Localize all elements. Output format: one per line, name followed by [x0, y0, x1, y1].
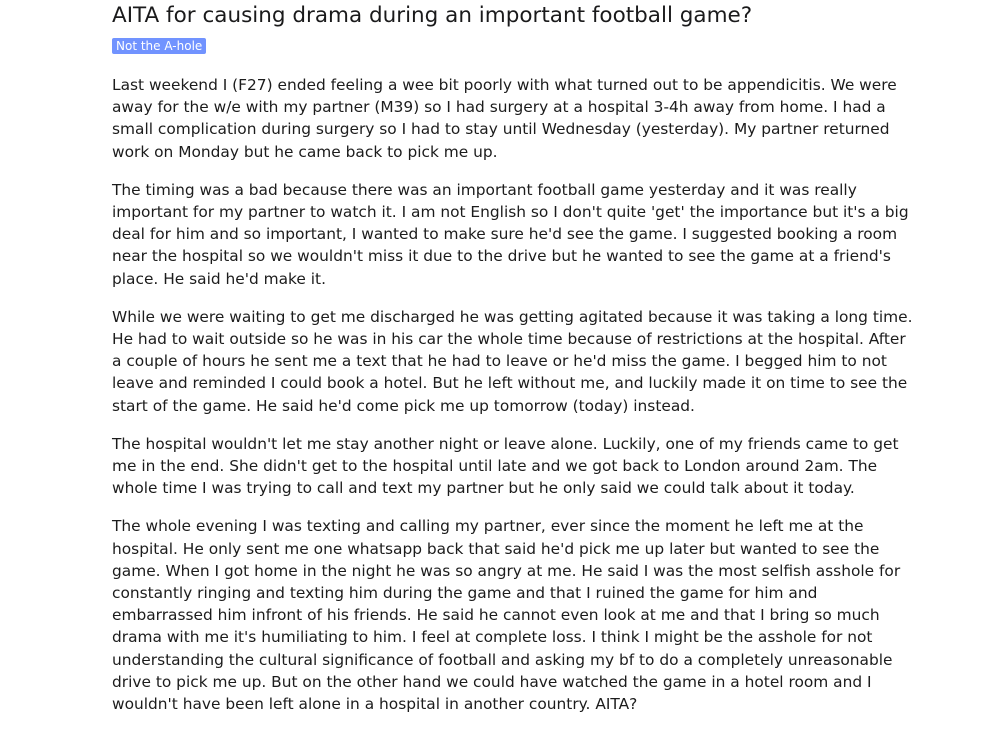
paragraph-line: leave and reminded I could book a hotel. But he left without me, and luckily made it on time to see the [112, 374, 908, 393]
paragraph-line: important for my partner to watch it. I am not English so I don't quite 'get' the importance but it's a big [112, 203, 909, 222]
paragraph-line: embarrassed him infront of his friends. He said he cannot even look at me and that I bring so much [112, 606, 880, 625]
paragraph-line: Last weekend I (F27) ended feeling a wee bit poorly with what turned out to be appendicitis. We were [112, 76, 897, 94]
paragraph-line: deal for him and so important, I wanted to make sure he'd see the game. I suggested booking a room [112, 225, 898, 244]
post-container [112, 0, 912, 731]
paragraph-line: drive to pick me up. But on the other hand we could have watched the game in a hotel room and I [112, 672, 872, 691]
post-flair-badge[interactable]: Not the A-hole [112, 38, 206, 54]
paragraph-line: place. He said he'd make it. [112, 269, 326, 288]
paragraph-line: near the hospital so we wouldn't miss it due to the drive but he wanted to see the game at a friend's [112, 247, 891, 266]
paragraph-line: me in the end. She didn't get to the hospital until late and we got back to London around 2am. The [112, 457, 878, 476]
post-paragraph [112, 179, 912, 290]
paragraph-line: understanding the cultural significance of football and asking my bf to do a completely unreasonable [112, 650, 893, 669]
post-title[interactable]: AITA for causing drama during an important football game? [112, 3, 753, 28]
paragraph-line: away for the w/e with my partner (M39) so I had surgery at a hospital 3-4h away from home. I had a [112, 98, 886, 117]
paragraph-line: While we were waiting to get me discharged he was getting agitated because it was taking a long time. [112, 307, 913, 326]
paragraph-line: drama with me it's humiliating to him. I feel at complete loss. I think I might be the asshole for not [112, 628, 873, 647]
paragraph-line: small complication during surgery so I had to stay until Wednesday (yesterday). My partner returned [112, 120, 890, 139]
post-paragraph [112, 74, 912, 163]
paragraph-line: constantly ringing and texting him during the game and that I ruined the game for him and [112, 584, 818, 603]
paragraph-line: wouldn't have been left alone in a hospital in another country. AITA? [112, 695, 638, 714]
post-paragraph [112, 433, 912, 500]
paragraph-line: The whole evening I was texting and calling my partner, ever since the moment he left me at the [112, 517, 864, 536]
post-paragraph [112, 306, 912, 417]
paragraph-line: whole time I was trying to call and text my partner but he only said we could talk about it today. [112, 479, 855, 498]
post-paragraph [112, 515, 912, 715]
paragraph-line: work on Monday but he came back to pick me up. [112, 142, 498, 161]
paragraph-line: The hospital wouldn't let me stay another night or leave alone. Luckily, one of my friends came to get [112, 434, 899, 453]
paragraph-line: The timing was a bad because there was an important football game yesterday and it was really [112, 180, 857, 199]
post-body [112, 74, 912, 715]
paragraph-line: game. When I got home in the night he was so angry at me. He said I was the most selfish asshole for [112, 561, 901, 580]
paragraph-line: hospital. He only sent me one whatsapp back that said he'd pick me up later but wanted to see the [112, 539, 880, 558]
paragraph-line: He had to wait outside so he was in his car the whole time because of restrictions at the hospital. After [112, 330, 906, 349]
paragraph-line: a couple of hours he sent me a text that he had to leave or he'd miss the game. I begged him to not [112, 352, 887, 371]
paragraph-line: start of the game. He said he'd come pick me up tomorrow (today) instead. [112, 396, 695, 415]
